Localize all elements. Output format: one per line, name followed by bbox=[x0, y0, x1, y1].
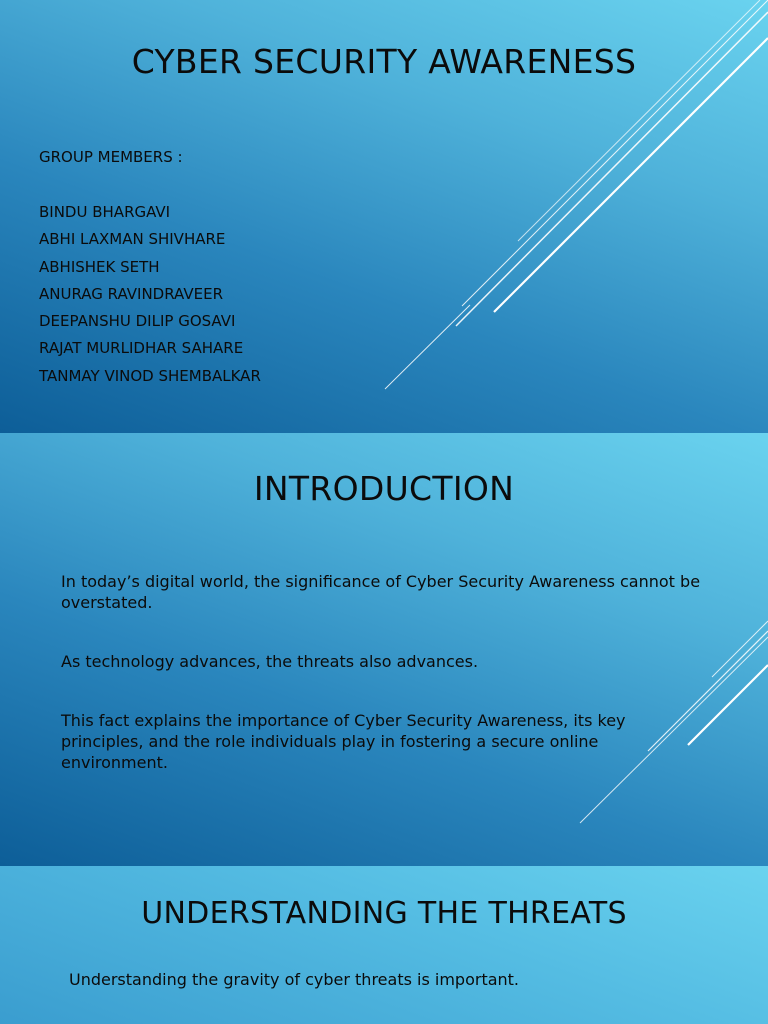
member-name: ANURAG RAVINDRAVEER bbox=[39, 284, 223, 303]
member-name: ABHI LAXMAN SHIVHARE bbox=[39, 230, 226, 249]
member-name: TANMAY VINOD SHEMBALKAR bbox=[39, 366, 261, 385]
deco-line bbox=[712, 621, 768, 677]
slide-title bbox=[0, 0, 768, 433]
introduction-heading: INTRODUCTION bbox=[253, 469, 515, 508]
member-name: BINDU BHARGAVI bbox=[39, 203, 171, 221]
member-name: RAJAT MURLIDHAR SAHARE bbox=[39, 339, 244, 358]
member-name: DEEPANSHU DILIP GOSAVI bbox=[39, 312, 236, 331]
threats-paragraph: Understanding the gravity of cyber threats is important. bbox=[69, 970, 520, 989]
intro-paragraph: This fact explains the importance of Cyber Security Awareness, its key principles, and the role individuals play in fostering a secure online environment. bbox=[61, 711, 626, 772]
threats-heading: UNDERSTANDING THE THREATS bbox=[141, 896, 627, 931]
slide-introduction bbox=[0, 433, 768, 866]
slide-threats bbox=[0, 866, 768, 1024]
deco-line bbox=[518, 0, 760, 241]
deco-line bbox=[385, 305, 470, 389]
group-members-list bbox=[39, 202, 261, 393]
group-members-label: GROUP MEMBERS : bbox=[39, 148, 183, 166]
intro-paragraph: In today’s digital world, the significance of Cyber Security Awareness cannot be overstated. bbox=[61, 572, 701, 612]
intro-paragraph: As technology advances, the threats also advances. bbox=[61, 652, 479, 671]
slide-title-heading: CYBER SECURITY AWARENESS bbox=[131, 42, 637, 81]
member-name: ABHISHEK SETH bbox=[39, 257, 160, 276]
